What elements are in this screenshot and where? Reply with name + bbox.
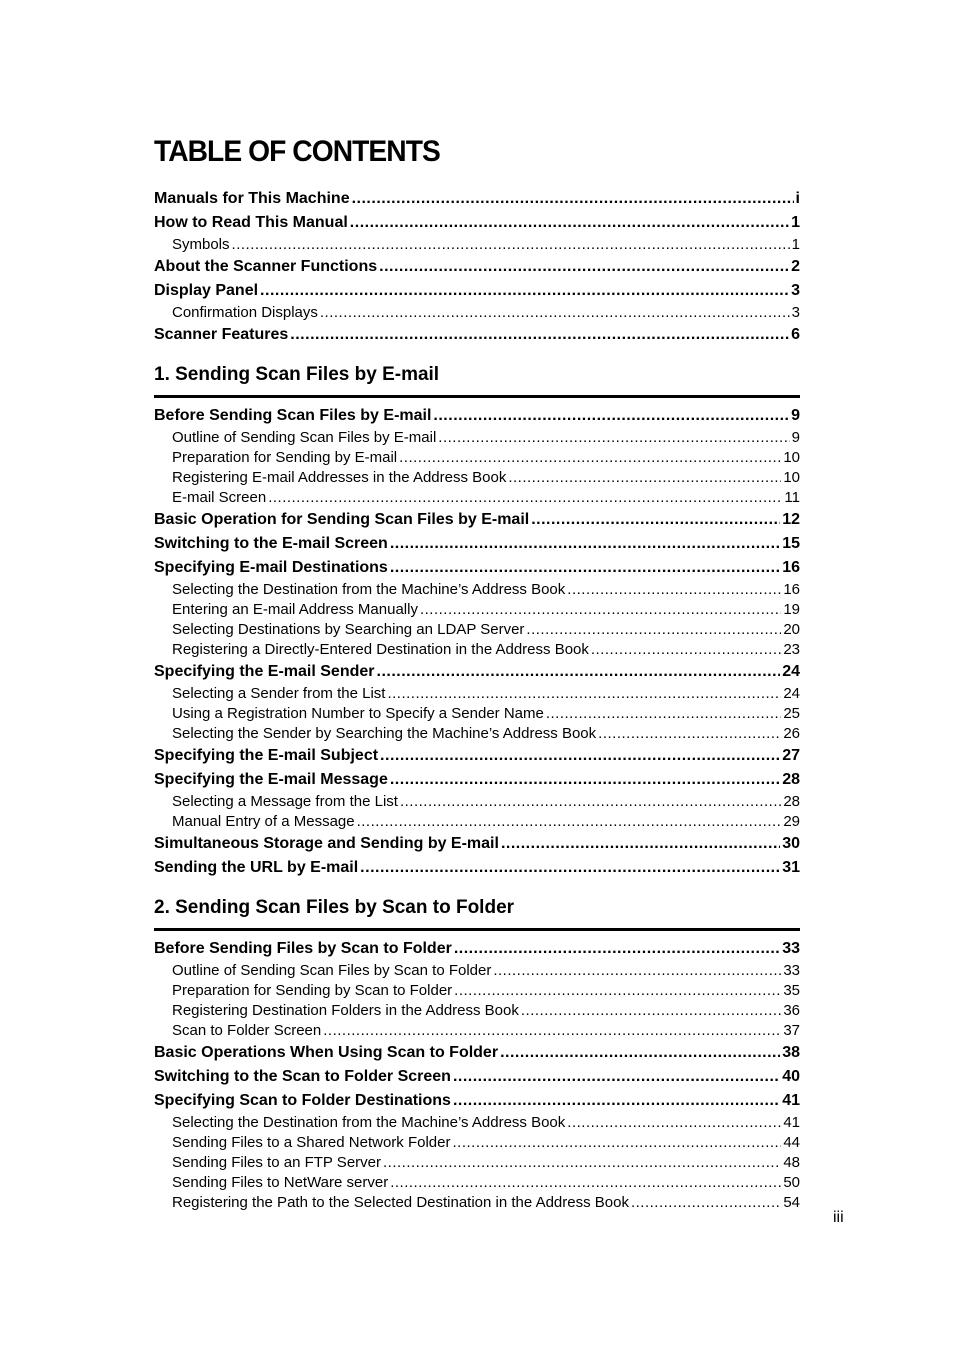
toc-entry-title: Selecting the Destination from the Machine’s Address Book xyxy=(172,1114,566,1131)
toc-entry-title: Outline of Sending Scan Files by E-mail xyxy=(172,429,437,446)
toc-entry-subsection[interactable] xyxy=(154,1193,800,1213)
toc-entry-subsection[interactable] xyxy=(154,448,800,468)
toc-entry-page: 1 xyxy=(791,214,800,231)
toc-entry-subsection[interactable] xyxy=(154,724,800,744)
toc-entry-title: Registering a Directly-Entered Destination in the Address Book xyxy=(172,641,589,658)
toc-entry-page: 10 xyxy=(783,449,800,466)
dot-leader xyxy=(508,468,781,488)
toc-entry-subsection[interactable] xyxy=(154,981,800,1001)
toc-entry-subsection[interactable] xyxy=(154,1001,800,1021)
toc-entry-section[interactable] xyxy=(154,255,800,279)
toc-entry-title: How to Read This Manual xyxy=(154,214,348,231)
toc-entry-page: 50 xyxy=(783,1174,800,1191)
toc-entry-section[interactable] xyxy=(154,768,800,792)
toc-entry-page: 15 xyxy=(782,535,800,552)
toc-entry-section[interactable] xyxy=(154,556,800,580)
toc-entry-title: Selecting Destinations by Searching an LDAP Server xyxy=(172,621,525,638)
dot-leader xyxy=(352,187,794,211)
toc-entry-page: 16 xyxy=(783,581,800,598)
toc-entry-page: 33 xyxy=(782,940,800,957)
toc-entry-section[interactable] xyxy=(154,660,800,684)
dot-leader xyxy=(260,279,789,303)
toc-entry-title: Selecting a Message from the List xyxy=(172,793,398,810)
toc-entry-title: Outline of Sending Scan Files by Scan to Folder xyxy=(172,962,492,979)
toc-entry-title: Preparation for Sending by E-mail xyxy=(172,449,398,466)
toc-entry-title: Simultaneous Storage and Sending by E-mail xyxy=(154,835,499,852)
toc-entry-section[interactable] xyxy=(154,508,800,532)
toc-entry-section[interactable] xyxy=(154,211,800,235)
toc-entry-title: Registering E-mail Addresses in the Address Book xyxy=(172,469,507,486)
toc-entry-page: 54 xyxy=(783,1194,800,1211)
toc-entry-title: Before Sending Scan Files by E-mail xyxy=(154,407,432,424)
toc-page xyxy=(154,133,800,1213)
toc-entry-title: E-mail Screen xyxy=(172,489,267,506)
toc-entry-subsection[interactable] xyxy=(154,600,800,620)
toc-entry-page: 1 xyxy=(791,236,800,253)
toc-entry-title: Basic Operations When Using Scan to Folder xyxy=(154,1044,499,1061)
dot-leader xyxy=(399,448,781,468)
toc-entry-subsection[interactable] xyxy=(154,1173,800,1193)
toc-entry-page: 29 xyxy=(783,813,800,830)
toc-entry-title: Manual Entry of a Message xyxy=(172,813,355,830)
toc-entry-page: 37 xyxy=(783,1022,800,1039)
dot-leader xyxy=(390,556,780,580)
toc-entry-title: Scan to Folder Screen xyxy=(172,1022,322,1039)
dot-leader xyxy=(454,937,780,961)
toc-entry-subsection[interactable] xyxy=(154,428,800,448)
dot-leader xyxy=(631,1193,781,1213)
toc-entry-page: 33 xyxy=(783,962,800,979)
page-number: iii xyxy=(833,1209,844,1226)
toc-entry-page: 9 xyxy=(791,407,800,424)
toc-entry-title: Sending the URL by E-mail xyxy=(154,859,359,876)
dot-leader xyxy=(454,981,781,1001)
toc-entry-page: 24 xyxy=(783,685,800,702)
toc-entry-title: Specifying the E-mail Subject xyxy=(154,747,379,764)
dot-leader xyxy=(438,428,789,448)
toc-entry-page: 19 xyxy=(783,601,800,618)
dot-leader xyxy=(452,1133,781,1153)
toc-entry-page: 24 xyxy=(782,663,800,680)
toc-entry-section[interactable] xyxy=(154,323,800,347)
toc-entry-subsection[interactable] xyxy=(154,704,800,724)
toc-entry-subsection[interactable] xyxy=(154,1113,800,1133)
toc-entry-page: 3 xyxy=(791,282,800,299)
toc-entry-subsection[interactable] xyxy=(154,580,800,600)
toc-entry-page: 38 xyxy=(782,1044,800,1061)
toc-entry-subsection[interactable] xyxy=(154,961,800,981)
toc-entry-title: Registering the Path to the Selected Destination in the Address Book xyxy=(172,1194,629,1211)
toc-entry-page: 16 xyxy=(782,559,800,576)
toc-entry-page: 2 xyxy=(791,258,800,275)
toc-entry-page: 10 xyxy=(783,469,800,486)
front-matter-list xyxy=(154,187,800,347)
toc-entry-page: i xyxy=(795,190,800,207)
toc-entry-subsection[interactable] xyxy=(154,488,800,508)
toc-entry-page: 36 xyxy=(783,1002,800,1019)
dot-leader xyxy=(360,856,780,880)
dot-leader xyxy=(567,1113,781,1133)
dot-leader xyxy=(377,660,781,684)
toc-entry-page: 27 xyxy=(782,747,800,764)
toc-entry-page: 35 xyxy=(783,982,800,999)
dot-leader xyxy=(420,600,781,620)
toc-entry-page: 41 xyxy=(783,1114,800,1131)
toc-entry-title: Sending Files to NetWare server xyxy=(172,1174,389,1191)
toc-entry-title: Symbols xyxy=(172,236,230,253)
toc-entry-title: Scanner Features xyxy=(154,326,289,343)
toc-entry-page: 28 xyxy=(782,771,800,788)
toc-entry-section[interactable] xyxy=(154,187,800,211)
dot-leader xyxy=(350,211,789,235)
toc-entry-title: Sending Files to a Shared Network Folder xyxy=(172,1134,451,1151)
dot-leader xyxy=(493,961,781,981)
chapter-header xyxy=(154,896,800,931)
dot-leader xyxy=(290,323,789,347)
dot-leader xyxy=(567,580,781,600)
toc-entry-section[interactable] xyxy=(154,832,800,856)
toc-entry-page: 41 xyxy=(782,1092,800,1109)
dot-leader xyxy=(598,724,781,744)
toc-entry-page: 9 xyxy=(791,429,800,446)
toc-entry-subsection[interactable] xyxy=(154,1021,800,1041)
toc-entry-section[interactable] xyxy=(154,279,800,303)
toc-entry-page: 20 xyxy=(783,621,800,638)
dot-leader xyxy=(268,488,782,508)
toc-entry-title: Basic Operation for Sending Scan Files by E-mail xyxy=(154,511,530,528)
toc-title: TABLE OF CONTENTS xyxy=(154,135,440,168)
dot-leader xyxy=(453,1089,780,1113)
dot-leader xyxy=(357,812,782,832)
toc-entry-title: Selecting the Destination from the Machine’s Address Book xyxy=(172,581,566,598)
toc-entry-title: Entering an E-mail Address Manually xyxy=(172,601,418,618)
toc-entry-title: Specifying the E-mail Sender xyxy=(154,663,375,680)
dot-leader xyxy=(383,1153,781,1173)
chapter-section xyxy=(154,363,800,880)
toc-entry-page: 30 xyxy=(782,835,800,852)
toc-entry-section[interactable] xyxy=(154,532,800,556)
dot-leader xyxy=(232,235,790,255)
toc-entry-page: 40 xyxy=(782,1068,800,1085)
toc-entry-section[interactable] xyxy=(154,856,800,880)
toc-entry-subsection[interactable] xyxy=(154,235,800,255)
dot-leader xyxy=(501,832,780,856)
toc-entry-title: Sending Files to an FTP Server xyxy=(172,1154,381,1171)
toc-entry-title: Selecting the Sender by Searching the Machine’s Address Book xyxy=(172,725,597,742)
toc-entry-page: 11 xyxy=(784,489,800,506)
chapter-entries xyxy=(154,404,800,880)
toc-entry-page: 26 xyxy=(783,725,800,742)
dot-leader xyxy=(433,404,789,428)
dot-leader xyxy=(521,1001,781,1021)
dot-leader xyxy=(546,704,781,724)
chapter-list xyxy=(154,363,800,1213)
toc-entry-subsection[interactable] xyxy=(154,620,800,640)
dot-leader xyxy=(390,532,780,556)
dot-leader xyxy=(379,255,789,279)
toc-entry-section[interactable] xyxy=(154,1041,800,1065)
toc-entry-page: 25 xyxy=(783,705,800,722)
chapter-header xyxy=(154,363,800,398)
dot-leader xyxy=(526,620,781,640)
toc-entry-subsection[interactable] xyxy=(154,640,800,660)
dot-leader xyxy=(400,792,781,812)
toc-entry-title: Using a Registration Number to Specify a Sender Name xyxy=(172,705,544,722)
dot-leader xyxy=(390,768,780,792)
toc-entry-section[interactable] xyxy=(154,937,800,961)
toc-entry-title: Specifying E-mail Destinations xyxy=(154,559,388,576)
toc-entry-section[interactable] xyxy=(154,744,800,768)
toc-entry-subsection[interactable] xyxy=(154,1153,800,1173)
toc-entry-subsection[interactable] xyxy=(154,303,800,323)
toc-entry-title: Display Panel xyxy=(154,282,259,299)
toc-entry-title: Preparation for Sending by Scan to Folder xyxy=(172,982,453,999)
dot-leader xyxy=(500,1041,780,1065)
dot-leader xyxy=(453,1065,780,1089)
dot-leader xyxy=(323,1021,781,1041)
toc-entry-page: 31 xyxy=(782,859,800,876)
toc-entry-title: Manuals for This Machine xyxy=(154,190,350,207)
toc-entry-subsection[interactable] xyxy=(154,812,800,832)
toc-entry-subsection[interactable] xyxy=(154,792,800,812)
chapter-entries xyxy=(154,937,800,1213)
toc-entry-title: Switching to the Scan to Folder Screen xyxy=(154,1068,451,1085)
dot-leader xyxy=(531,508,780,532)
dot-leader xyxy=(320,303,790,323)
dot-leader xyxy=(380,744,780,768)
toc-entry-subsection[interactable] xyxy=(154,684,800,704)
toc-entry-title: Specifying the E-mail Message xyxy=(154,771,388,788)
toc-entry-section[interactable] xyxy=(154,1065,800,1089)
dot-leader xyxy=(591,640,781,660)
chapter-section xyxy=(154,896,800,1213)
dot-leader xyxy=(387,684,781,704)
toc-entry-subsection[interactable] xyxy=(154,1133,800,1153)
dot-leader xyxy=(390,1173,781,1193)
toc-entry-page: 28 xyxy=(783,793,800,810)
toc-entry-title: About the Scanner Functions xyxy=(154,258,378,275)
toc-entry-page: 48 xyxy=(783,1154,800,1171)
toc-entry-page: 12 xyxy=(782,511,800,528)
chapter-title[interactable]: 1. Sending Scan Files by E-mail xyxy=(154,363,800,398)
toc-entry-title: Switching to the E-mail Screen xyxy=(154,535,388,552)
toc-entry-section[interactable] xyxy=(154,1089,800,1113)
toc-entry-title: Specifying Scan to Folder Destinations xyxy=(154,1092,451,1109)
toc-entry-page: 3 xyxy=(791,304,800,321)
toc-entry-page: 6 xyxy=(791,326,800,343)
toc-entry-title: Registering Destination Folders in the Address Book xyxy=(172,1002,519,1019)
toc-entry-section[interactable] xyxy=(154,404,800,428)
toc-entry-subsection[interactable] xyxy=(154,468,800,488)
chapter-title[interactable]: 2. Sending Scan Files by Scan to Folder xyxy=(154,896,800,931)
toc-entry-title: Selecting a Sender from the List xyxy=(172,685,386,702)
toc-entry-title: Before Sending Files by Scan to Folder xyxy=(154,940,452,957)
toc-entry-title: Confirmation Displays xyxy=(172,304,318,321)
toc-entry-page: 44 xyxy=(783,1134,800,1151)
toc-entry-page: 23 xyxy=(783,641,800,658)
